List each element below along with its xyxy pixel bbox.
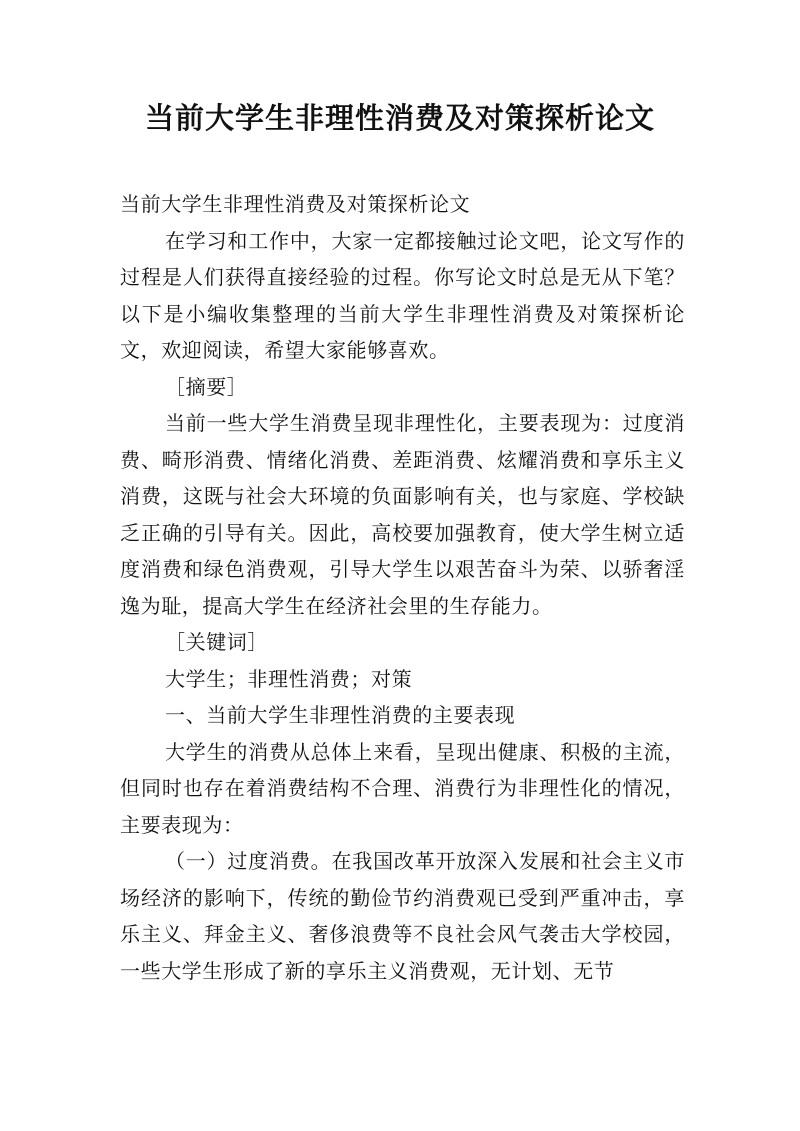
document-title: 当前大学生非理性消费及对策探析论文 (144, 101, 655, 135)
body-paragraph: （一）过度消费。在我国改革开放深入发展和社会主义市场经济的影响下，传统的勤俭节约消费观已受到严重冲击，享乐主义、拜金主义、奢侈浪费等不良社会风气袭击大学校园，一些大学生形成了新的享乐主义消费观，无计划、无节 (120, 849, 685, 983)
abstract-heading: ［摘要］ (165, 374, 248, 399)
subtitle-paragraph: 当前大学生非理性消费及对策探析论文 (120, 192, 471, 216)
document-body (120, 186, 685, 989)
intro-paragraph: 在学习和工作中，大家一定都接触过论文吧，论文写作的过程是人们获得直接经验的过程。你写论文时总是无从下笔？以下是小编收集整理的当前大学生非理性消费及对策探析论文，欢迎阅读，希望大家能够喜欢。 (120, 228, 685, 362)
body-paragraph: 大学生的消费从总体上来看，呈现出健康、积极的主流，但同时也存在着消费结构不合理、消费行为非理性化的情况，主要表现为： (120, 739, 685, 837)
section-heading: 一、当前大学生非理性消费的主要表现 (165, 703, 516, 727)
keywords-paragraph: 大学生；非理性消费；对策 (165, 666, 413, 691)
abstract-paragraph: 当前一些大学生消费呈现非理性化，主要表现为：过度消费、畸形消费、情绪化消费、差距消费、炫耀消费和享乐主义消费，这既与社会大环境的负面影响有关，也与家庭、学校缺乏正确的引导有关。因此，高校要加强教育，使大学生树立适度消费和绿色消费观，引导大学生以艰苦奋斗为荣、以骄奢淫逸为耻，提高大学生在经济社会里的生存能力。 (120, 411, 685, 618)
keywords-heading: ［关键词］ (165, 630, 268, 654)
